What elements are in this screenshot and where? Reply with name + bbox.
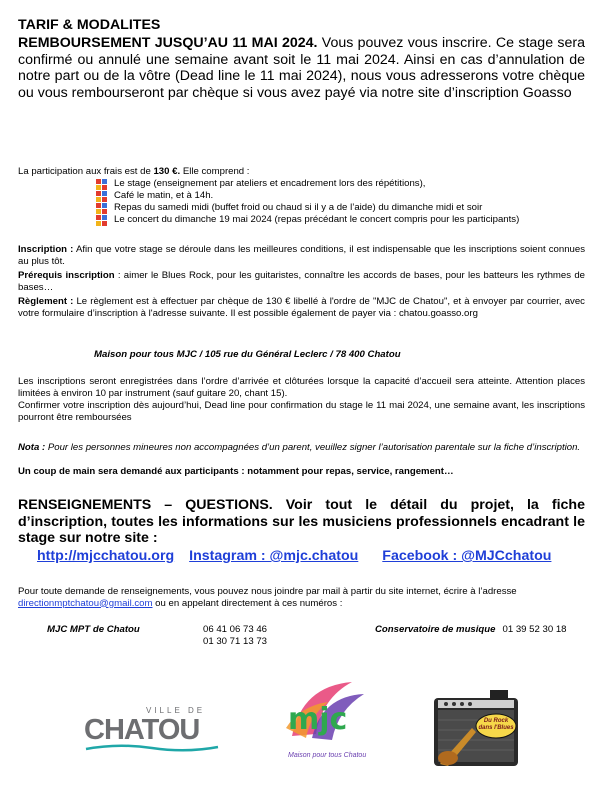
participation-intro [18,166,585,178]
participation-list [96,178,585,226]
reglement-text: Le règlement est à effectuer par chèque de 130 € libellé à l'ordre de "MJC de Chatou", et à envoyer par courrier, avec votre formulaire d’inscription à l'adresse suivante. Il est possible également de payer via : chatou.goasso.org [18,296,585,319]
inscription-paragraph [18,244,585,267]
help-line: Un coup de main sera demandé aux participants : notamment pour repas, service, rangement… [18,466,454,477]
mjc-phone-1: 06 41 06 73 46 [203,624,268,635]
chatou-logo-small: VILLE DE [146,706,206,715]
section-title: TARIF & MODALITES [18,17,161,33]
bullet-icon [96,191,108,202]
website-link[interactable]: http://mjcchatou.org [37,548,175,564]
amplifier-logo-text: Du Rock dans l'Blues [478,718,514,731]
list-item [96,178,585,190]
contact-text: Pour toute demande de renseignements, vous pouvez nous joindre par mail à partir du site internet, écrire à l’adresse [18,586,517,597]
list-item [96,214,585,226]
renseignements-heading: RENSEIGNEMENTS – QUESTIONS. Voir tout le détail du projet, la fiche d’inscription, toutes les informations sur les musiciens professionnels encadrant le stage sur notre site : [18,497,585,547]
mjc-phone-2: 01 30 71 13 73 [203,636,268,647]
bullet-icon [96,215,108,226]
participation-price: 130 €. [153,166,181,177]
mjc-logo-subtitle: Maison pour tous Chatou [288,752,367,759]
list-item-text: Le stage (enseignement par ateliers et encadrement lors des répétitions), [114,178,426,189]
facebook-link[interactable]: Facebook : @MJCchatou [382,548,552,564]
chatou-logo [84,706,220,752]
chatou-logo-text: CHATOU [84,714,200,746]
prerequis-label: Prérequis inscription [18,270,115,281]
refund-paragraph [18,35,585,101]
email-link[interactable]: directionmptchatou@gmail.com [18,597,153,609]
mjc-logo-text: mjc [288,702,348,737]
note-paragraph [18,442,585,454]
refund-lead: REMBOURSEMENT JUSQU’AU 11 MAI 2024. [18,35,318,51]
mjc-logo [282,676,366,768]
bullet-icon [96,203,108,214]
participation-prefix: La participation aux frais est de [18,166,154,177]
contact-suffix: ou en appelant directement à ces numéros : [152,597,343,609]
note-label: Nota : [18,442,46,453]
address-line: Maison pour tous MJC / 105 rue du Général Leclerc / 78 400 Chatou [94,349,401,360]
list-item [96,202,585,214]
reglement-paragraph [18,296,585,319]
conservatoire-contact [375,624,567,636]
registrations-paragraph: Les inscriptions seront enregistrées dans l’ordre d’arrivée et clôturées lorsque la capacité d’accueil sera atteinte. Attention places limitées à environ 10 par instrument (sauf guitare 20, chant 15). [18,376,585,399]
mjc-contact-label: MJC MPT de Chatou [47,624,140,635]
list-item-text: Le concert du dimanche 19 mai 2024 (repas précédant le concert compris pour les participants) [114,214,520,225]
conservatoire-label: Conservatoire de musique [375,624,496,635]
links-row [37,548,597,565]
prerequis-paragraph [18,270,585,293]
list-item [96,190,585,202]
conservatoire-phone: 01 39 52 30 18 [502,624,567,635]
inscription-label: Inscription : [18,244,74,255]
participation-suffix: Elle comprend : [180,166,250,177]
refund-text: Vous pouvez vous inscrire. Ce stage sera confirmé ou annulé une semaine avant soit le 11 mai 2024. Ainsi en cas d’annulation de notre part ou de la vôtre (Dead line le 11 mai 2024), nous vous adresserons votre chèque ou vous rembourseront par chèque si vous avez payé via notre site d’inscription Goasso [18,35,585,101]
confirmation-paragraph: Confirmer votre inscription dès aujourd’hui, Dead line pour confirmation du stage le 11 mai 2024, une semaine avant, les inscriptions pourront être remboursées [18,400,585,423]
note-text: Pour les personnes mineures non accompagnées d’un parent, veuillez signer l’autorisation parentale sur la fiche d’inscription. [45,442,581,453]
list-item-text: Repas du samedi midi (buffet froid ou chaud si il y a de l’aide) du dimanche midi et soir [114,202,483,213]
chatou-wave-icon [84,744,220,752]
instagram-link[interactable]: Instagram : @mjc.chatou [189,548,359,564]
list-item-text: Café le matin, et à 14h. [114,190,214,201]
inscription-text: Afin que votre stage se déroule dans les meilleures conditions, il est indispensable que les inscriptions soient connues au plus tôt. [18,244,585,267]
bullet-icon [96,179,108,190]
prerequis-text: : aimer le Blues Rock, pour les guitaristes, connaître les accords de bases, pour les batteurs les rythmes de bases… [18,270,585,293]
amplifier-logo [432,690,520,768]
reglement-label: Règlement : [18,296,74,307]
contact-paragraph [18,586,588,609]
